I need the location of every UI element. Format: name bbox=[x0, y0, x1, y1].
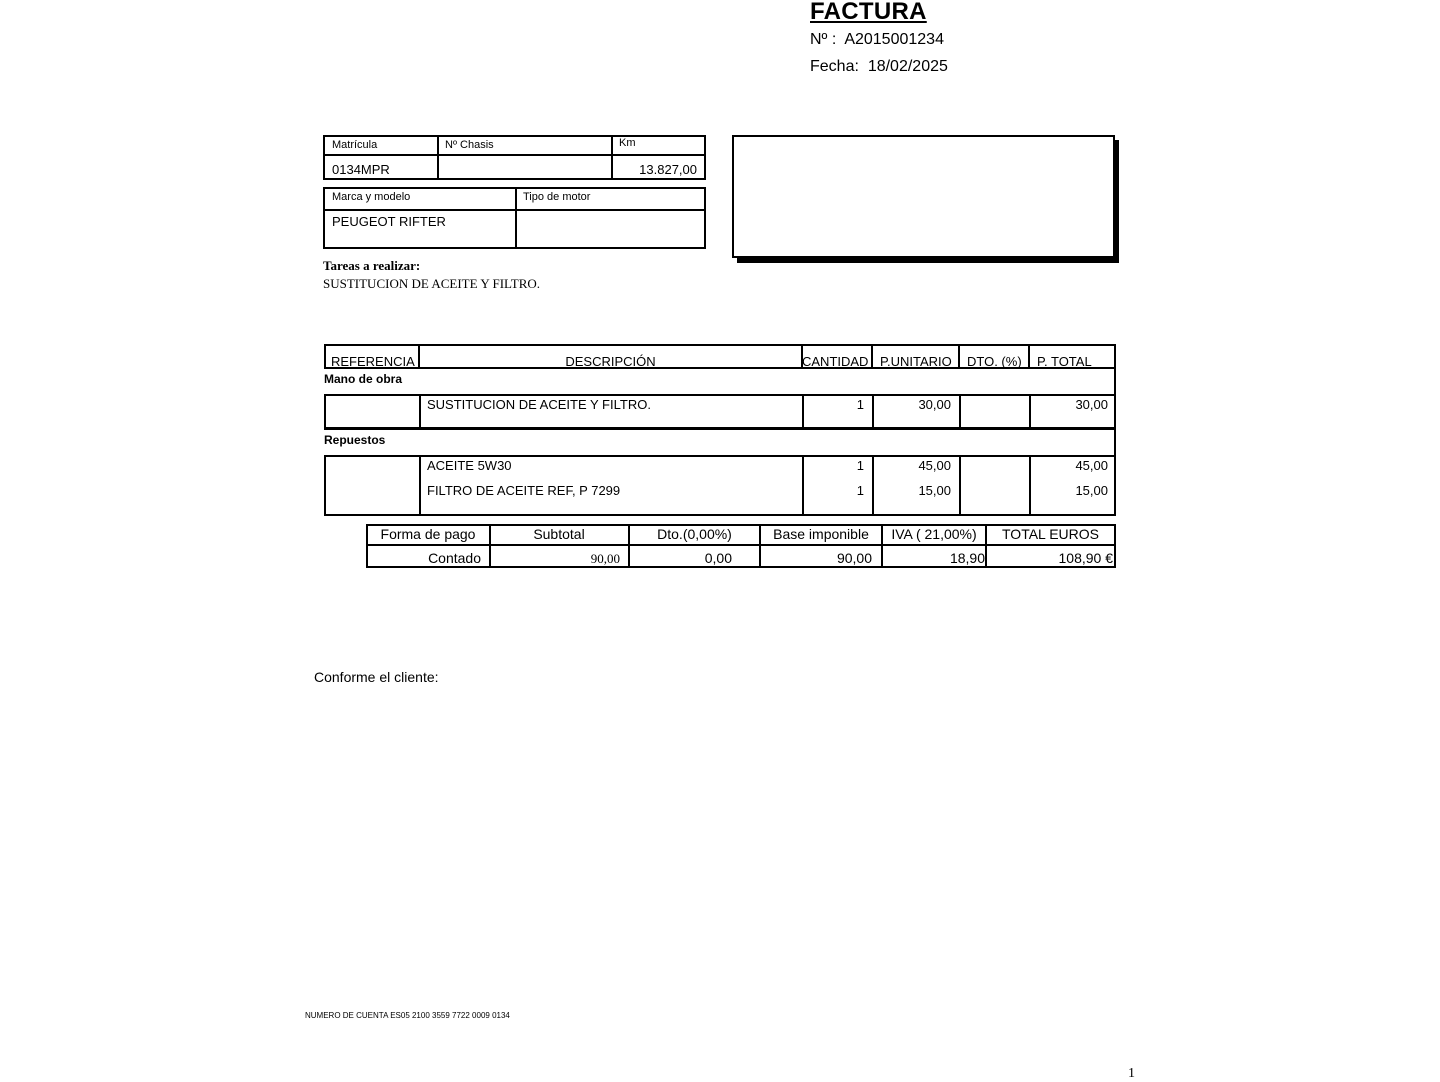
invoice-date-label: Fecha: bbox=[810, 58, 859, 75]
totals-header-subtotal: Subtotal bbox=[533, 526, 585, 542]
row-total: 45,00 bbox=[1075, 458, 1108, 473]
section-repuestos: Repuestos bbox=[324, 433, 386, 447]
customer-box bbox=[732, 135, 1115, 258]
repuestos-block bbox=[324, 455, 1116, 516]
totals-header-total: TOTAL EUROS bbox=[1002, 526, 1099, 542]
row-quantity: 1 bbox=[856, 397, 864, 412]
totals-base: 90,00 bbox=[836, 550, 872, 566]
tasks-label: Tareas a realizar: bbox=[323, 258, 421, 273]
totals-total: 108,90 € bbox=[1058, 550, 1113, 566]
totals-header-dto: Dto.(0,00%) bbox=[657, 526, 732, 542]
totals-table bbox=[366, 524, 1116, 568]
invoice-date-line bbox=[810, 58, 948, 76]
col-unitario: P.UNITARIO bbox=[880, 354, 952, 369]
tasks-text: SUSTITUCION DE ACEITE Y FILTRO. bbox=[323, 276, 541, 291]
page-number: 1 bbox=[1128, 1066, 1135, 1081]
totals-subtotal: 90,00 bbox=[590, 551, 620, 566]
row-quantity: 1 bbox=[856, 483, 864, 498]
totals-header-forma-pago: Forma de pago bbox=[380, 526, 476, 542]
invoice-number-line bbox=[810, 31, 944, 49]
matricula-value: 0134MPR bbox=[332, 162, 390, 177]
row-total: 30,00 bbox=[1075, 397, 1108, 412]
marca-value: PEUGEOT RIFTER bbox=[332, 214, 446, 229]
totals-header-iva: IVA ( 21,00%) bbox=[891, 526, 977, 542]
row-quantity: 1 bbox=[856, 458, 864, 473]
invoice-number: A2015001234 bbox=[844, 31, 944, 48]
row-description: SUSTITUCION DE ACEITE Y FILTRO. bbox=[427, 397, 651, 412]
motor-label: Tipo de motor bbox=[523, 191, 591, 203]
totals-header-base: Base imponible bbox=[773, 526, 869, 542]
totals-dto: 0,00 bbox=[704, 550, 732, 566]
invoice-title: FACTURA bbox=[810, 0, 927, 25]
bank-account: NUMERO DE CUENTA ES05 2100 3559 7722 0009 0134 bbox=[305, 1011, 510, 1020]
vehicle-model-box bbox=[323, 187, 706, 249]
col-total: P. TOTAL bbox=[1037, 354, 1092, 369]
chasis-label: Nº Chasis bbox=[445, 139, 494, 151]
km-value: 13.827,00 bbox=[639, 162, 697, 177]
col-referencia: REFERENCIA bbox=[331, 354, 415, 369]
section-mano-de-obra: Mano de obra bbox=[324, 372, 403, 386]
conforme-cliente: Conforme el cliente: bbox=[314, 669, 439, 685]
totals-iva: 18,90 bbox=[949, 550, 985, 566]
matricula-label: Matrícula bbox=[332, 139, 378, 151]
row-unit-price: 45,00 bbox=[918, 458, 951, 473]
invoice-date: 18/02/2025 bbox=[867, 58, 948, 75]
col-descripcion: DESCRIPCIÓN bbox=[565, 354, 656, 369]
invoice-number-label: Nº : bbox=[810, 31, 837, 48]
row-description: ACEITE 5W30 bbox=[427, 458, 512, 473]
row-unit-price: 15,00 bbox=[918, 483, 951, 498]
totals-forma-pago: Contado bbox=[428, 550, 481, 566]
km-label: Km bbox=[619, 137, 636, 149]
items-table bbox=[324, 344, 1116, 516]
col-dto: DTO. (%) bbox=[967, 354, 1022, 369]
table-row bbox=[324, 394, 1116, 430]
marca-label: Marca y modelo bbox=[332, 191, 411, 203]
row-description: FILTRO DE ACEITE REF, P 7299 bbox=[427, 483, 621, 498]
row-total: 15,00 bbox=[1075, 483, 1108, 498]
row-unit-price: 30,00 bbox=[918, 397, 951, 412]
col-cantidad: CANTIDAD bbox=[802, 354, 869, 369]
vehicle-id-box bbox=[323, 135, 706, 180]
